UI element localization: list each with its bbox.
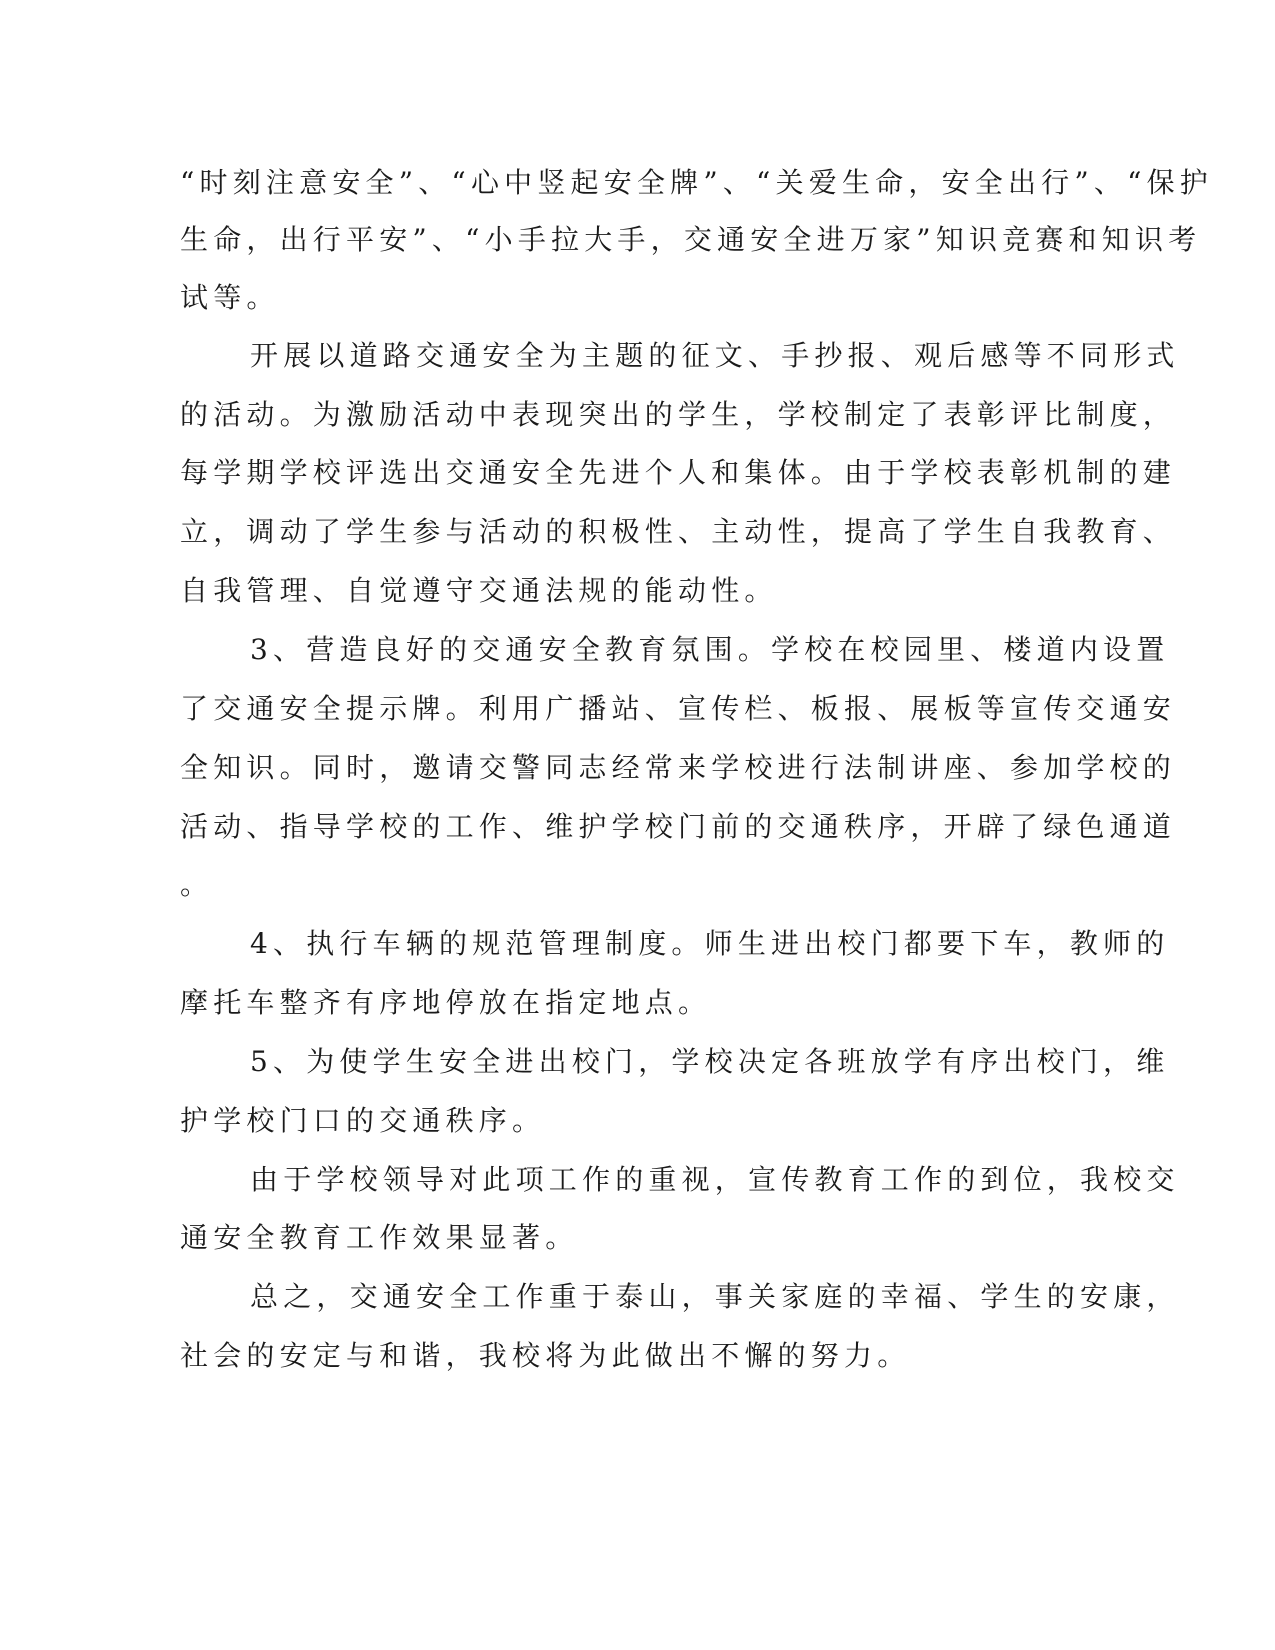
text-line: 的活动。为激励活动中表现突出的学生，学校制定了表彰评比制度， bbox=[180, 398, 1177, 431]
text-line: 活动、指导学校的工作、维护学校门前的交通秩序，开辟了绿色通道 bbox=[180, 810, 1177, 843]
text-line: 了交通安全提示牌。利用广播站、宣传栏、板报、展板等宣传交通安 bbox=[180, 692, 1177, 725]
text-line: 生命，出行平安”、“小手拉大手，交通安全进万家”知识竞赛和知识考 bbox=[180, 223, 1202, 256]
text-line: 4、执行车辆的规范管理制度。师生进出校门都要下车，教师的 bbox=[250, 927, 1170, 960]
text-line: 由于学校领导对此项工作的重视，宣传教育工作的到位，我校交 bbox=[250, 1163, 1180, 1196]
text-line: 。 bbox=[180, 868, 214, 901]
text-line: 开展以道路交通安全为主题的征文、手抄报、观后感等不同形式 bbox=[250, 339, 1180, 372]
text-line: 试等。 bbox=[180, 281, 280, 314]
text-line: 总之，交通安全工作重于泰山，事关家庭的幸福、学生的安康， bbox=[250, 1280, 1180, 1313]
text-line: 3、营造良好的交通安全教育氛围。学校在校园里、楼道内设置 bbox=[250, 633, 1170, 666]
text-line: 护学校门口的交通秩序。 bbox=[180, 1104, 546, 1137]
text-line: 自我管理、自觉遵守交通法规的能动性。 bbox=[180, 574, 778, 607]
text-line: 通安全教育工作效果显著。 bbox=[180, 1221, 579, 1254]
text-line: 全知识。同时，邀请交警同志经常来学校进行法制讲座、参加学校的 bbox=[180, 751, 1177, 784]
text-line: “时刻注意安全”、“心中竖起安全牌”、“关爱生命，安全出行”、“保护 bbox=[180, 166, 1214, 199]
text-line: 立，调动了学生参与活动的积极性、主动性，提高了学生自我教育、 bbox=[180, 515, 1177, 548]
text-line: 摩托车整齐有序地停放在指定地点。 bbox=[180, 986, 712, 1019]
text-line: 每学期学校评选出交通安全先进个人和集体。由于学校表彰机制的建 bbox=[180, 456, 1177, 489]
text-line: 社会的安定与和谐，我校将为此做出不懈的努力。 bbox=[180, 1339, 911, 1372]
text-line: 5、为使学生安全进出校门，学校决定各班放学有序出校门，维 bbox=[250, 1045, 1170, 1078]
